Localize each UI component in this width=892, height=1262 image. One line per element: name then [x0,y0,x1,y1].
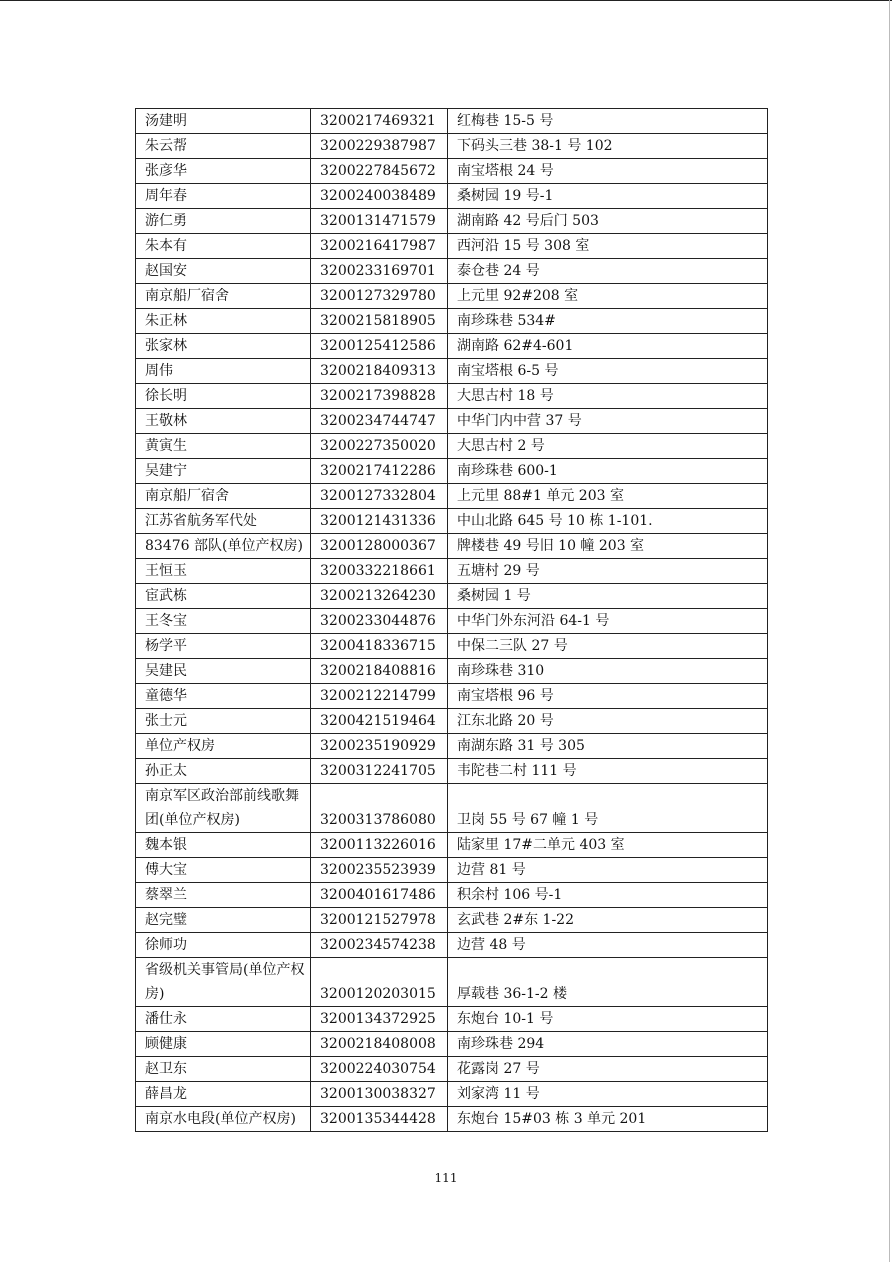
cell-name: 赵卫东 [136,1057,311,1082]
cell-account-number: 3200218408816 [311,659,448,684]
table-row [136,734,768,759]
cell-account-number: 3200218409313 [311,359,448,384]
cell-name: 魏本银 [136,833,311,858]
cell-name: 赵完璧 [136,908,311,933]
cell-address: 下码头三巷 38-1 号 102 [448,134,768,159]
cell-address: 积余村 106 号-1 [448,883,768,908]
cell-account-number: 3200134372925 [311,1007,448,1032]
table-row [136,334,768,359]
cell-address: 中保二三队 27 号 [448,634,768,659]
cell-name: 周伟 [136,359,311,384]
cell-account-number: 3200234744747 [311,409,448,434]
table-row [136,759,768,784]
table-row [136,609,768,634]
cell-account-number: 3200235523939 [311,858,448,883]
cell-name: 朱云帮 [136,134,311,159]
cell-address: 上元里 88#1 单元 203 室 [448,484,768,509]
cell-address: 南珍珠巷 600-1 [448,459,768,484]
cell-account-number: 3200128000367 [311,534,448,559]
cell-account-number: 3200233044876 [311,609,448,634]
table-row [136,883,768,908]
cell-account-number: 3200125412586 [311,334,448,359]
cell-address: 桑树园 1 号 [448,584,768,609]
cell-address: 红梅巷 15-5 号 [448,109,768,134]
table-row [136,1007,768,1032]
page-number: 111 [434,1171,458,1185]
table-row [136,659,768,684]
cell-name: 汤建明 [136,109,311,134]
cell-name: 王恒玉 [136,559,311,584]
cell-name: 南京船厂宿舍 [136,284,311,309]
cell-account-number: 3200131471579 [311,209,448,234]
table-row [136,434,768,459]
table-row [136,1107,768,1132]
table-row [136,1032,768,1057]
cell-name: 单位产权房 [136,734,311,759]
cell-account-number: 3200227350020 [311,434,448,459]
table-row [136,234,768,259]
cell-name: 傅大宝 [136,858,311,883]
cell-account-number: 3200234574238 [311,933,448,958]
cell-name: 孙正太 [136,759,311,784]
cell-account-number: 3200135344428 [311,1107,448,1132]
cell-address: 上元里 92#208 室 [448,284,768,309]
cell-address: 南宝塔根 96 号 [448,684,768,709]
cell-account-number: 3200332218661 [311,559,448,584]
cell-account-number: 3200312241705 [311,759,448,784]
table-row [136,833,768,858]
table-row [136,784,768,833]
cell-name: 王敬林 [136,409,311,434]
table-row [136,109,768,134]
cell-address: 边营 81 号 [448,858,768,883]
cell-name: 顾健康 [136,1032,311,1057]
cell-account-number: 3200130038327 [311,1082,448,1107]
table-row [136,134,768,159]
cell-address: 南湖东路 31 号 305 [448,734,768,759]
cell-address: 中山北路 645 号 10 栋 1-101. [448,509,768,534]
cell-account-number: 3200418336715 [311,634,448,659]
cell-address: 大思古村 2 号 [448,434,768,459]
cell-name: 江苏省航务军代处 [136,509,311,534]
records-table-body [136,109,768,1132]
cell-name: 张士元 [136,709,311,734]
cell-name: 徐长明 [136,384,311,409]
table-row [136,509,768,534]
cell-name: 朱正林 [136,309,311,334]
cell-name: 省级机关事管局(单位产权房) [136,958,311,1007]
table-row [136,309,768,334]
cell-name: 童德华 [136,684,311,709]
page-top-border [0,0,892,1]
cell-address: 南珍珠巷 294 [448,1032,768,1057]
cell-name: 83476 部队(单位产权房) [136,534,311,559]
table-row [136,584,768,609]
cell-account-number: 3200120203015 [311,958,448,1007]
cell-account-number: 3200401617486 [311,883,448,908]
cell-account-number: 3200127329780 [311,284,448,309]
cell-name: 南京军区政治部前线歌舞团(单位产权房) [136,784,311,833]
cell-address: 刘家湾 11 号 [448,1082,768,1107]
cell-account-number: 3200233169701 [311,259,448,284]
table-row [136,534,768,559]
cell-name: 张家林 [136,334,311,359]
cell-name: 张彦华 [136,159,311,184]
cell-name: 黄寅生 [136,434,311,459]
cell-name: 潘仕永 [136,1007,311,1032]
cell-address: 西河沿 15 号 308 室 [448,234,768,259]
cell-account-number: 3200224030754 [311,1057,448,1082]
cell-account-number: 3200121527978 [311,908,448,933]
cell-address: 湖南路 62#4-601 [448,334,768,359]
table-row [136,1057,768,1082]
table-row [136,709,768,734]
cell-address: 边营 48 号 [448,933,768,958]
cell-account-number: 3200227845672 [311,159,448,184]
cell-name: 宦武栋 [136,584,311,609]
cell-address: 中华门内中营 37 号 [448,409,768,434]
cell-account-number: 3200121431336 [311,509,448,534]
cell-address: 大思古村 18 号 [448,384,768,409]
table-row [136,1082,768,1107]
cell-address: 桑树园 19 号-1 [448,184,768,209]
cell-account-number: 3200217398828 [311,384,448,409]
table-row [136,684,768,709]
cell-address: 南珍珠巷 310 [448,659,768,684]
table-row [136,184,768,209]
table-row [136,359,768,384]
records-table [135,108,768,1132]
cell-name: 杨学平 [136,634,311,659]
cell-address: 南宝塔根 6-5 号 [448,359,768,384]
cell-account-number: 3200217412286 [311,459,448,484]
cell-name: 朱本有 [136,234,311,259]
cell-address: 南珍珠巷 534# [448,309,768,334]
table-row [136,858,768,883]
cell-account-number: 3200216417987 [311,234,448,259]
cell-account-number: 3200235190929 [311,734,448,759]
cell-address: 东炮台 10-1 号 [448,1007,768,1032]
cell-address: 花露岗 27 号 [448,1057,768,1082]
cell-name: 周年春 [136,184,311,209]
cell-name: 赵国安 [136,259,311,284]
cell-name: 南京水电段(单位产权房) [136,1107,311,1132]
cell-account-number: 3200240038489 [311,184,448,209]
cell-address: 江东北路 20 号 [448,709,768,734]
cell-name: 游仁勇 [136,209,311,234]
cell-name: 吴建民 [136,659,311,684]
cell-address: 湖南路 42 号后门 503 [448,209,768,234]
cell-account-number: 3200127332804 [311,484,448,509]
cell-address: 韦陀巷二村 111 号 [448,759,768,784]
cell-account-number: 3200217469321 [311,109,448,134]
cell-address: 南宝塔根 24 号 [448,159,768,184]
cell-address: 玄武巷 2#东 1-22 [448,908,768,933]
table-row [136,958,768,1007]
cell-name: 徐师功 [136,933,311,958]
cell-address: 东炮台 15#03 栋 3 单元 201 [448,1107,768,1132]
cell-address: 陆家里 17#二单元 403 室 [448,833,768,858]
table-row [136,459,768,484]
table-row [136,634,768,659]
table-row [136,259,768,284]
table-row [136,159,768,184]
cell-name: 蔡翠兰 [136,883,311,908]
cell-name: 王冬宝 [136,609,311,634]
cell-account-number: 3200229387987 [311,134,448,159]
cell-address: 厚载巷 36-1-2 楼 [448,958,768,1007]
table-row [136,559,768,584]
cell-name: 薛昌龙 [136,1082,311,1107]
cell-account-number: 3200218408008 [311,1032,448,1057]
cell-name: 吴建宁 [136,459,311,484]
table-row [136,933,768,958]
cell-account-number: 3200421519464 [311,709,448,734]
cell-name: 南京船厂宿舍 [136,484,311,509]
cell-account-number: 3200215818905 [311,309,448,334]
table-row [136,284,768,309]
table-row [136,409,768,434]
table-row [136,908,768,933]
cell-address: 牌楼巷 49 号旧 10 幢 203 室 [448,534,768,559]
table-row [136,384,768,409]
cell-account-number: 3200313786080 [311,784,448,833]
cell-address: 泰仓巷 24 号 [448,259,768,284]
cell-address: 中华门外东河沿 64-1 号 [448,609,768,634]
table-row [136,209,768,234]
cell-account-number: 3200113226016 [311,833,448,858]
cell-address: 卫岗 55 号 67 幢 1 号 [448,784,768,833]
cell-address: 五塘村 29 号 [448,559,768,584]
cell-account-number: 3200212214799 [311,684,448,709]
cell-account-number: 3200213264230 [311,584,448,609]
page-right-border [889,0,890,1262]
table-row [136,484,768,509]
